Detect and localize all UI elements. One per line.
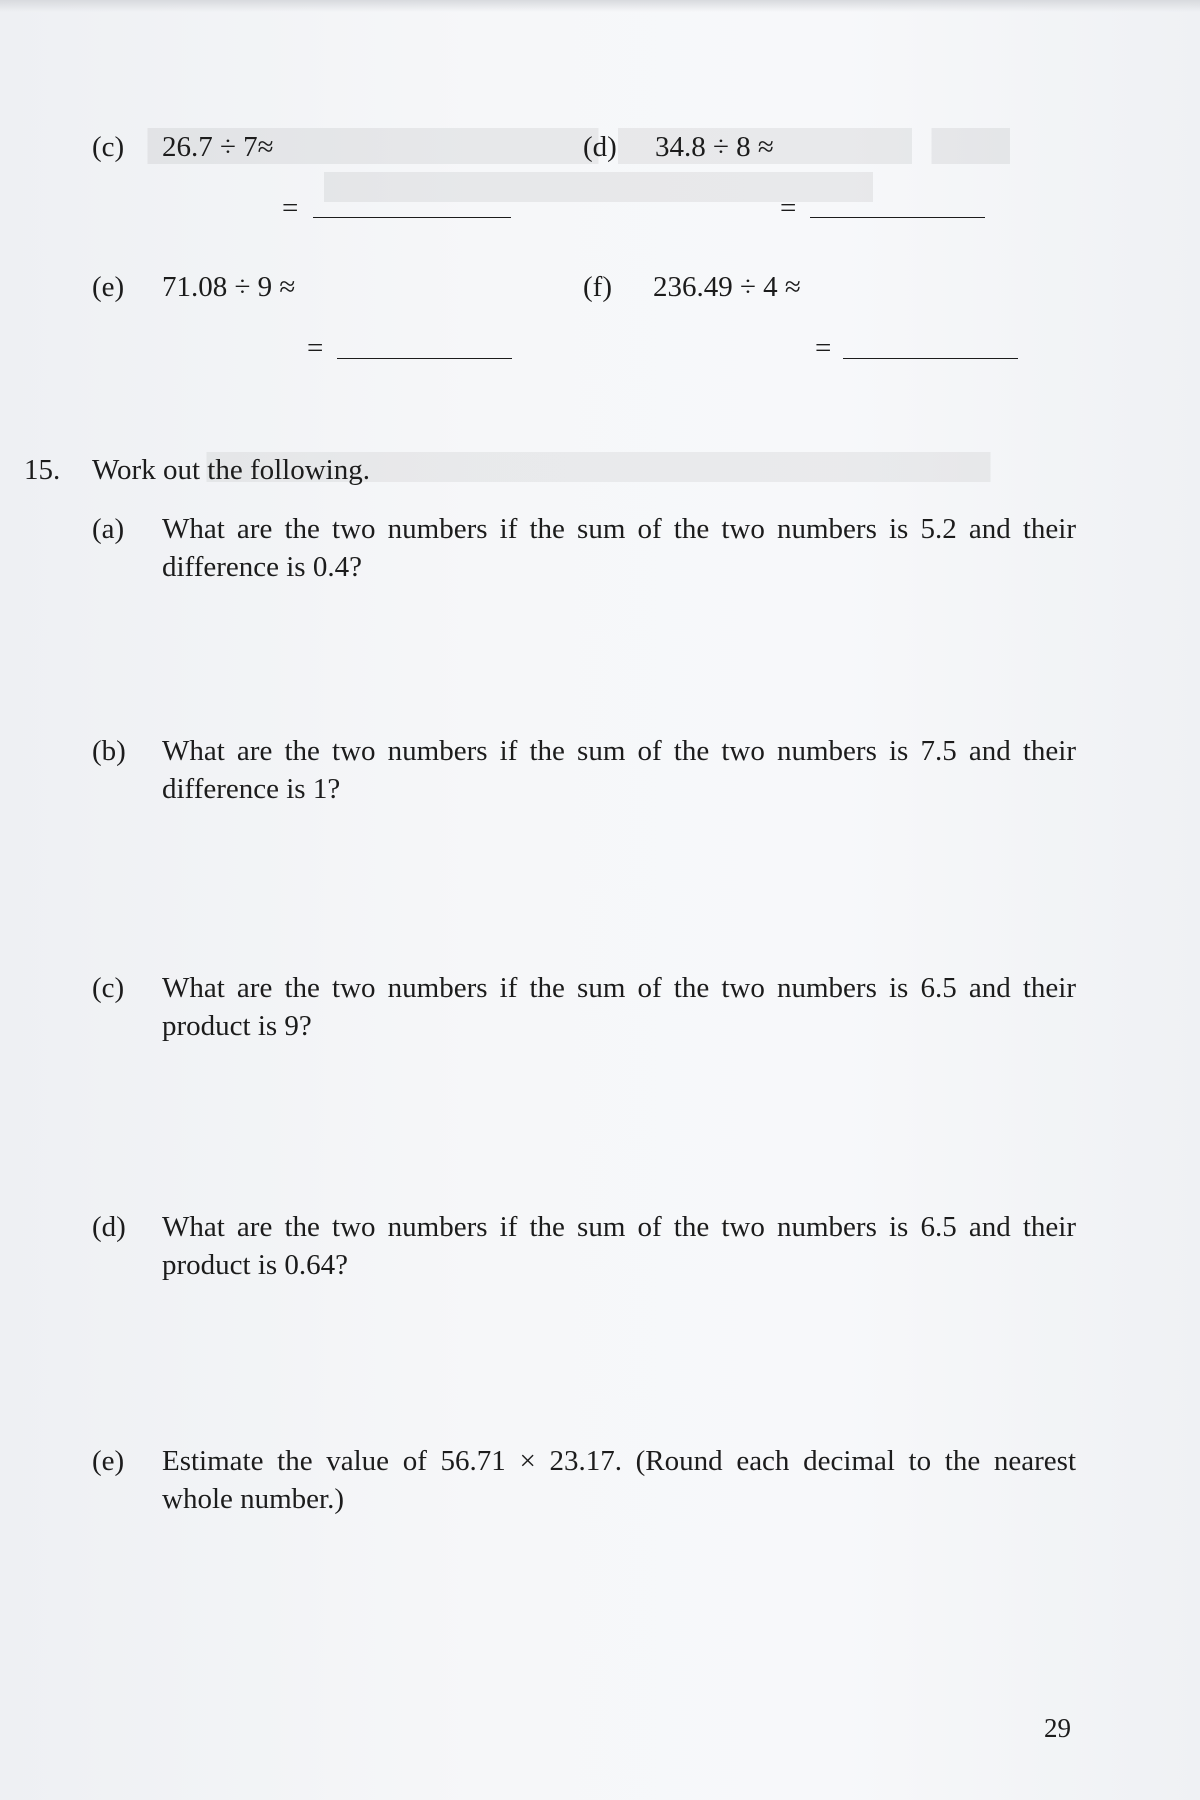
answer-blank[interactable] xyxy=(313,217,511,218)
answer-blank[interactable] xyxy=(337,358,512,359)
part-text: What are the two numbers if the sum of the two numbers is 6.5 and their product is 9? xyxy=(162,972,1076,1042)
part-text: Estimate the value of 56.71 × 23.17. (Round each decimal to the nearest whole number.) xyxy=(162,1445,1076,1515)
part-label: (d) xyxy=(583,131,617,163)
division-expression: 236.49 ÷ 4 ≈ xyxy=(653,271,801,303)
question-number: 15. xyxy=(24,454,61,486)
part-text: What are the two numbers if the sum of the two numbers is 5.2 and their difference is 0.4? xyxy=(162,513,1076,583)
equals-sign: = xyxy=(815,332,832,364)
part-label: (e) xyxy=(92,271,125,303)
division-expression: 71.08 ÷ 9 ≈ xyxy=(162,271,296,303)
answer-blank[interactable] xyxy=(843,358,1018,359)
part-label: (c) xyxy=(92,131,125,163)
question-instruction: Work out the following. xyxy=(92,454,370,486)
answer-blank[interactable] xyxy=(810,217,985,218)
page-number: 29 xyxy=(1044,1713,1071,1743)
part-label: (f) xyxy=(583,271,612,303)
part-label: (d) xyxy=(92,1211,126,1243)
part-label: (a) xyxy=(92,513,125,545)
part-text: What are the two numbers if the sum of the two numbers is 6.5 and their product is 0.64? xyxy=(162,1211,1076,1281)
equals-sign: = xyxy=(780,192,797,224)
page-top-edge-shadow xyxy=(0,0,1200,12)
equals-sign: = xyxy=(307,332,324,364)
part-label: (c) xyxy=(92,972,125,1004)
equals-sign: = xyxy=(282,192,299,224)
part-label: (e) xyxy=(92,1445,125,1477)
part-text: What are the two numbers if the sum of the two numbers is 7.5 and their difference is 1? xyxy=(162,735,1076,805)
division-expression: 26.7 ÷ 7≈ xyxy=(162,131,274,163)
division-expression: 34.8 ÷ 8 ≈ xyxy=(655,131,774,163)
part-label: (b) xyxy=(92,735,126,767)
